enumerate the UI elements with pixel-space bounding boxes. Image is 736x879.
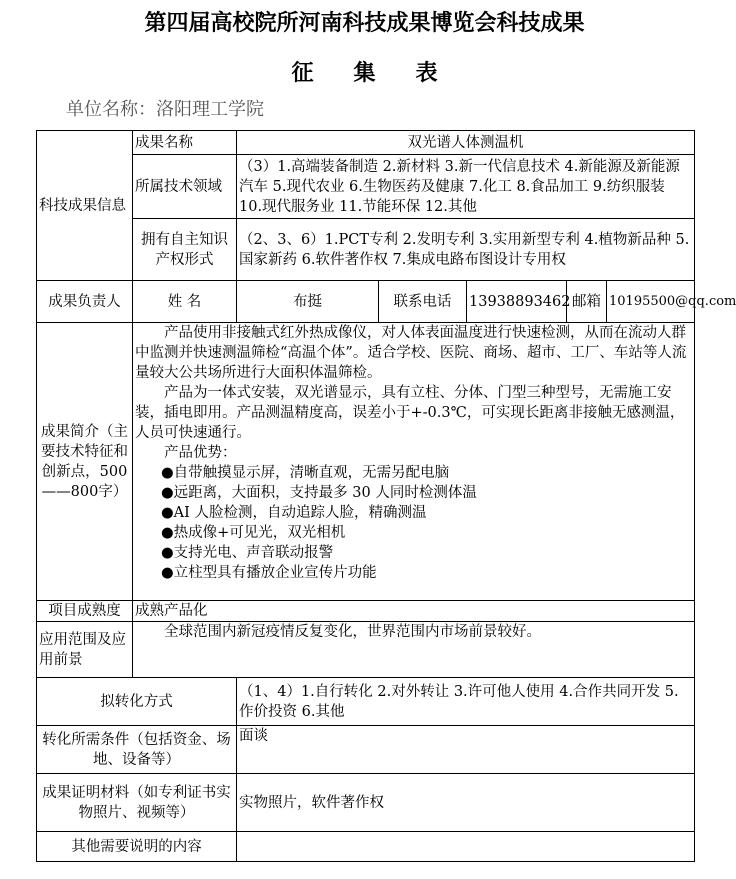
maturity-label: 项目成熟度: [37, 601, 133, 622]
intro-bullet: ●AI 人脸检测，自动追踪人脸，精确测温: [161, 505, 427, 521]
phone-value: 13938893462: [467, 281, 567, 323]
owner-label: 成果负责人: [37, 281, 133, 323]
scope-label: 应用范围及应用前景: [37, 622, 133, 678]
conditions-value: 面谈: [237, 726, 695, 774]
unit-name-label: 单位名称：: [66, 99, 156, 120]
intro-paragraph-1: 产品使用非接触式红外热成像仪，对人体表面温度进行快速检测，从而在流动人群中监测并快速测温筛检“高温个体”。适合学校、医院、商场、超市、工厂、车站等人流量较大公共场所进行大面积体温筛检。: [135, 325, 687, 381]
other-value: [237, 832, 695, 862]
other-label: 其他需要说明的内容: [37, 832, 237, 862]
proof-value: 实物照片，软件著作权: [237, 774, 695, 832]
maturity-value: 成熟产品化: [133, 601, 695, 622]
ip-form-label: 拥有自主知识产权形式: [133, 219, 237, 281]
person-name-value: 布挺: [237, 281, 379, 323]
transfer-label: 拟转化方式: [37, 678, 237, 726]
document-title: 第四届高校院所河南科技成果博览会科技成果: [144, 10, 585, 36]
email-value: 10195500@qq.com: [607, 281, 695, 323]
document-subtitle: 征集表: [291, 60, 478, 86]
person-name-label: 姓 名: [133, 281, 237, 323]
intro-bullet: ●自带触摸显示屏，清晰直观，无需另配电脑: [161, 465, 450, 481]
phone-label: 联系电话: [379, 281, 467, 323]
intro-bullet: ●立柱型具有播放企业宣传片功能: [161, 565, 377, 581]
intro-bullet: ●远距离，大面积，支持最多 30 人同时检测体温: [161, 485, 477, 501]
intro-bullet: ●支持光电、声音联动报警: [161, 545, 334, 561]
unit-name-row: [66, 95, 264, 121]
intro-advantages-title: 产品优势：: [164, 445, 237, 461]
achievement-name-label: 成果名称: [133, 131, 237, 155]
tech-field-label: 所属技术领域: [133, 155, 237, 219]
transfer-value: （1、4）1.自行转化 2.对外转让 3.许可他人使用 4.合作共同开发 5.作价投资 6.其他: [237, 678, 695, 726]
email-label: 邮箱: [567, 281, 607, 323]
intro-label: 成果简介（主要技术特征和创新点，500——800字）: [37, 323, 133, 601]
collection-form-table: [36, 130, 736, 862]
conditions-label: 转化所需条件（包括资金、场地、设备等）: [37, 726, 237, 774]
proof-label: 成果证明材料（如专利证书实物照片、视频等）: [37, 774, 237, 832]
intro-bullet: ●热成像+可见光，双光相机: [161, 525, 346, 541]
intro-content: [133, 323, 695, 601]
unit-name-value: 洛阳理工学院: [156, 99, 264, 120]
ip-form-value: （2、3、6）1.PCT专利 2.发明专利 3.实用新型专利 4.植物新品种 5.国家新药 6.软件著作权 7.集成电路布图设计专用权: [237, 219, 695, 281]
section-info-label: 科技成果信息: [37, 131, 133, 281]
achievement-name-value: 双光谱人体测温机: [237, 131, 695, 155]
tech-field-value: （3）1.高端装备制造 2.新材料 3.新一代信息技术 4.新能源及新能源汽车 5.现代农业 6.生物医药及健康 7.化工 8.食品加工 9.纺织服装 10.现代服务业 11.节能环保 12.其他: [237, 155, 695, 219]
scope-value: 全球范围内新冠疫情反复变化，世界范围内市场前景较好。: [133, 622, 695, 678]
intro-paragraph-2: 产品为一体式安装，双光谱显示，具有立柱、分体、门型三种型号，无需施工安装，插电即用。产品测温精度高，误差小于+-0.3℃，可实现长距离非接触无感测温，人员可快速通行。: [135, 385, 685, 441]
